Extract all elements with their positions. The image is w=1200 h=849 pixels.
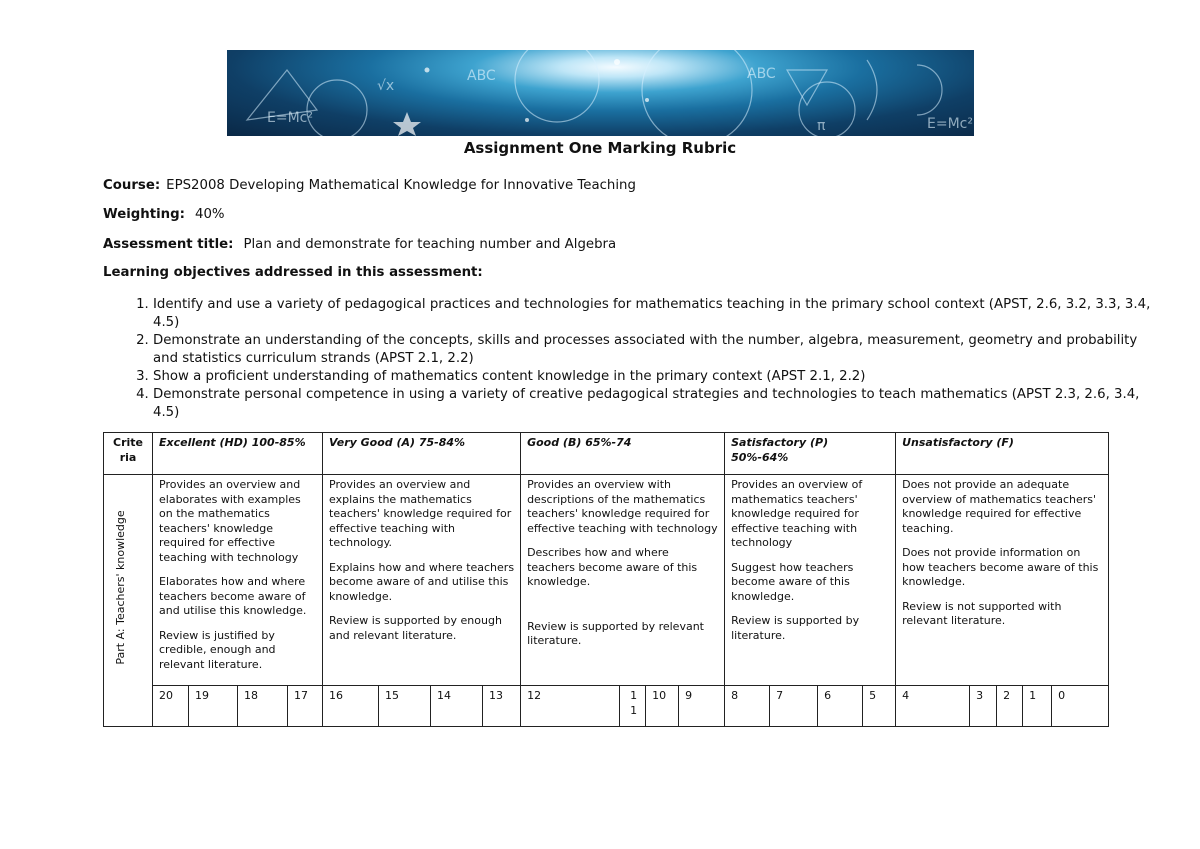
descriptor-text: Provides an overview and explains the mathematics teachers' knowledge required for effective teaching with technology. xyxy=(329,478,512,549)
descriptor-text: Does not provide information on how teachers become aware of this knowledge. xyxy=(902,546,1099,588)
descriptor-text: Suggest how teachers become aware of this knowledge. xyxy=(731,560,854,603)
objective-item: 1. Identify and use a variety of pedagogical practices and technologies for mathematics teaching in the primary school context (APST, 2.6, 3.2, 3.3, 3.4, 4.5) xyxy=(153,296,1153,332)
score-cell: 9 xyxy=(679,686,725,727)
score-cell: 10 xyxy=(646,686,679,727)
level-header-unsatisfactory: Unsatisfactory (F) xyxy=(896,433,1109,475)
score-cell: 6 xyxy=(818,686,863,727)
descriptor-text: Review is supported by relevant literature. xyxy=(527,619,704,647)
descriptor-very-good xyxy=(323,475,521,686)
objective-item: 2. Demonstrate an understanding of the concepts, skills and processes associated with the number, algebra, measurement, geometry and probability and statistics curriculum strands (APST 2.1, 2.2) xyxy=(153,332,1153,368)
descriptor-good xyxy=(521,475,725,686)
weighting-line xyxy=(103,207,225,222)
score-cell: 14 xyxy=(431,686,483,727)
score-cell: 16 xyxy=(323,686,379,727)
course-line xyxy=(103,178,636,193)
level-header-very-good: Very Good (A) 75-84% xyxy=(323,433,521,475)
rubric-score-row xyxy=(104,686,1109,727)
assessment-title-line xyxy=(103,237,616,252)
descriptor-text: Explains how and where teachers become aware of and utilise this knowledge. xyxy=(329,560,515,603)
score-cell: 1 1 xyxy=(620,686,646,727)
page-title: Assignment One Marking Rubric xyxy=(463,139,737,157)
row-label-part-a: Part A: Teachers' knowledge xyxy=(114,510,127,665)
level-header-excellent: Excellent (HD) 100-85% xyxy=(153,433,323,475)
score-cell: 5 xyxy=(863,686,896,727)
rubric-descriptor-row xyxy=(104,475,1109,686)
svg-text:√x: √x xyxy=(377,78,395,94)
descriptor-text: Describes how and where teachers become aware of this knowledge. xyxy=(527,546,698,588)
score-cell: 13 xyxy=(483,686,521,727)
score-cell: 2 xyxy=(997,686,1023,727)
score-cell: 1 xyxy=(1023,686,1052,727)
descriptor-excellent xyxy=(153,475,323,686)
objective-item: 4. Demonstrate personal competence in using a variety of creative pedagogical strategies and technologies to teach mathematics (APST 2.3, 2.6, 3.4, 4.5) xyxy=(153,386,1153,422)
descriptor-text: Review is not supported with relevant literature. xyxy=(902,599,1062,627)
objectives-heading: Learning objectives addressed in this assessment: xyxy=(103,265,483,280)
score-cell: 7 xyxy=(770,686,818,727)
svg-text:E=Mc²: E=Mc² xyxy=(927,116,973,132)
row-label-cell xyxy=(104,475,153,727)
score-cell: 0 xyxy=(1052,686,1109,727)
descriptor-text: Review is supported by literature. xyxy=(731,614,860,642)
descriptor-text: Review is supported by enough and relevant literature. xyxy=(329,614,502,642)
score-cell: 3 xyxy=(970,686,997,727)
weighting-label: Weighting: xyxy=(103,207,185,222)
score-cell: 20 xyxy=(153,686,189,727)
descriptor-unsatisfactory xyxy=(896,475,1109,686)
objectives-list xyxy=(103,296,1153,422)
level-header-good: Good (B) 65%-74 xyxy=(521,433,725,475)
rubric-header-row xyxy=(104,433,1109,475)
marking-rubric-table xyxy=(103,432,1109,727)
svg-text:ABC: ABC xyxy=(467,68,496,84)
banner-artwork xyxy=(227,50,974,136)
score-cell: 19 xyxy=(189,686,238,727)
svg-text:E=Mc²: E=Mc² xyxy=(267,110,313,126)
descriptor-text: Provides an overview and elaborates with examples on the mathematics teachers' knowledge required for effective teaching with technology xyxy=(159,478,301,564)
course-value: EPS2008 Developing Mathematical Knowledge for Innovative Teaching xyxy=(166,178,636,193)
score-cell: 8 xyxy=(725,686,770,727)
score-cell: 17 xyxy=(288,686,323,727)
objectives-heading-line xyxy=(103,265,483,280)
criteria-header: Crite ria xyxy=(104,433,153,475)
course-label: Course: xyxy=(103,178,161,193)
score-cell: 4 xyxy=(896,686,970,727)
descriptor-text: Provides an overview with descriptions of the mathematics teachers' knowledge required for effective teaching with technology xyxy=(527,478,718,535)
descriptor-text: Review is justified by credible, enough and relevant literature. xyxy=(159,628,276,671)
level-header-satisfactory: Satisfactory (P) 50%-64% xyxy=(725,433,896,475)
svg-text:ABC: ABC xyxy=(747,66,776,82)
descriptor-text: Does not provide an adequate overview of mathematics teachers' knowledge required for effective teaching. xyxy=(902,478,1097,535)
objective-item: 3. Show a proficient understanding of mathematics content knowledge in the primary context (APST 2.1, 2.2) xyxy=(153,368,1153,386)
descriptor-text: Provides an overview of mathematics teachers' knowledge required for effective teaching with technology xyxy=(731,478,863,549)
score-cell: 15 xyxy=(379,686,431,727)
score-cell: 18 xyxy=(238,686,288,727)
score-cell: 12 xyxy=(521,686,620,727)
descriptor-text: Elaborates how and where teachers become aware of and utilise this knowledge. xyxy=(159,575,307,617)
weighting-value: 40% xyxy=(194,207,225,222)
svg-text:π: π xyxy=(817,118,826,134)
assessment-title-label: Assessment title: xyxy=(103,237,234,252)
assessment-title-value: Plan and demonstrate for teaching number and Algebra xyxy=(243,237,617,252)
header-banner-image xyxy=(227,50,974,136)
descriptor-satisfactory xyxy=(725,475,896,686)
